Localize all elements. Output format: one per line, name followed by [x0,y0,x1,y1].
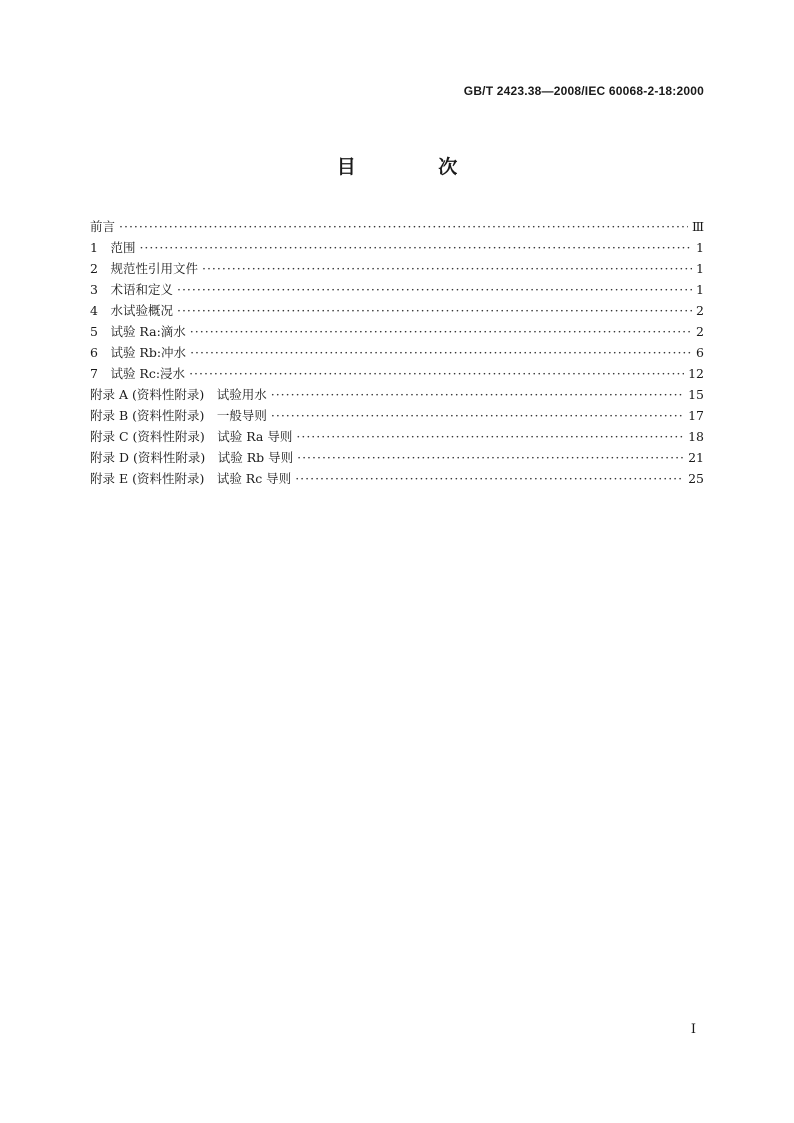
toc-entry-label: 附录 B (资料性附录) 一般导则 [90,408,267,423]
toc-entry-page: 1 [696,240,704,255]
toc-entry-page: 21 [688,450,704,465]
toc-entry-page: 2 [696,303,704,318]
toc-entry-annex-c[interactable] [90,426,704,447]
toc-entry-label: 3 术语和定义 [90,282,173,297]
toc-entry-page: 1 [696,261,704,276]
dot-leader [189,363,684,384]
toc-entry-label: 6 试验 Rb:冲水 [90,345,187,360]
dot-leader [271,384,684,405]
toc-entry-annex-a[interactable] [90,384,704,405]
dot-leader [177,279,692,300]
toc-entry-label: 附录 D (资料性附录) 试验 Rb 导则 [90,450,294,465]
dot-leader [119,216,688,237]
table-of-contents [90,216,704,489]
toc-entry-page: 18 [688,429,704,444]
toc-entry-annex-e[interactable] [90,468,704,489]
dot-leader [296,426,684,447]
standard-code-header: GB/T 2423.38—2008/IEC 60068-2-18:2000 [463,84,704,98]
dot-leader [177,300,692,321]
toc-entry-page: 2 [696,324,704,339]
dot-leader [295,468,684,489]
toc-entry-page: Ⅲ [691,219,704,234]
toc-entry-label: 5 试验 Ra:滴水 [90,324,186,339]
dot-leader [271,405,684,426]
toc-entry-terms-definitions[interactable] [90,279,704,300]
toc-entry-page: 25 [688,471,704,486]
toc-entry-label: 4 水试验概况 [90,303,173,318]
toc-entry-label: 1 范围 [90,240,136,255]
toc-entry-water-test-overview[interactable] [90,300,704,321]
page-number: I [690,1022,696,1037]
toc-entry-label: 2 规范性引用文件 [90,261,198,276]
toc-entry-test-ra[interactable] [90,321,704,342]
toc-entry-label: 附录 A (资料性附录) 试验用水 [90,387,267,402]
toc-entry-scope[interactable] [90,237,704,258]
toc-entry-label: 附录 E (资料性附录) 试验 Rc 导则 [90,471,292,486]
toc-entry-foreword[interactable] [90,216,704,237]
toc-entry-page: 12 [688,366,704,381]
toc-entry-annex-b[interactable] [90,405,704,426]
toc-entry-test-rb[interactable] [90,342,704,363]
dot-leader [202,258,692,279]
dot-leader [190,342,692,363]
toc-entry-page: 15 [688,387,704,402]
toc-entry-label: 7 试验 Rc:浸水 [90,366,186,381]
toc-entry-test-rc[interactable] [90,363,704,384]
toc-entry-page: 1 [696,282,704,297]
toc-entry-label: 附录 C (资料性附录) 试验 Ra 导则 [90,429,293,444]
toc-entry-label: 前言 [90,219,116,234]
dot-leader [297,447,684,468]
toc-entry-normative-references[interactable] [90,258,704,279]
toc-title: 目 次 [336,156,496,178]
dot-leader [139,237,692,258]
toc-entry-page: 17 [688,408,704,423]
toc-entry-annex-d[interactable] [90,447,704,468]
dot-leader [190,321,692,342]
toc-entry-page: 6 [696,345,704,360]
